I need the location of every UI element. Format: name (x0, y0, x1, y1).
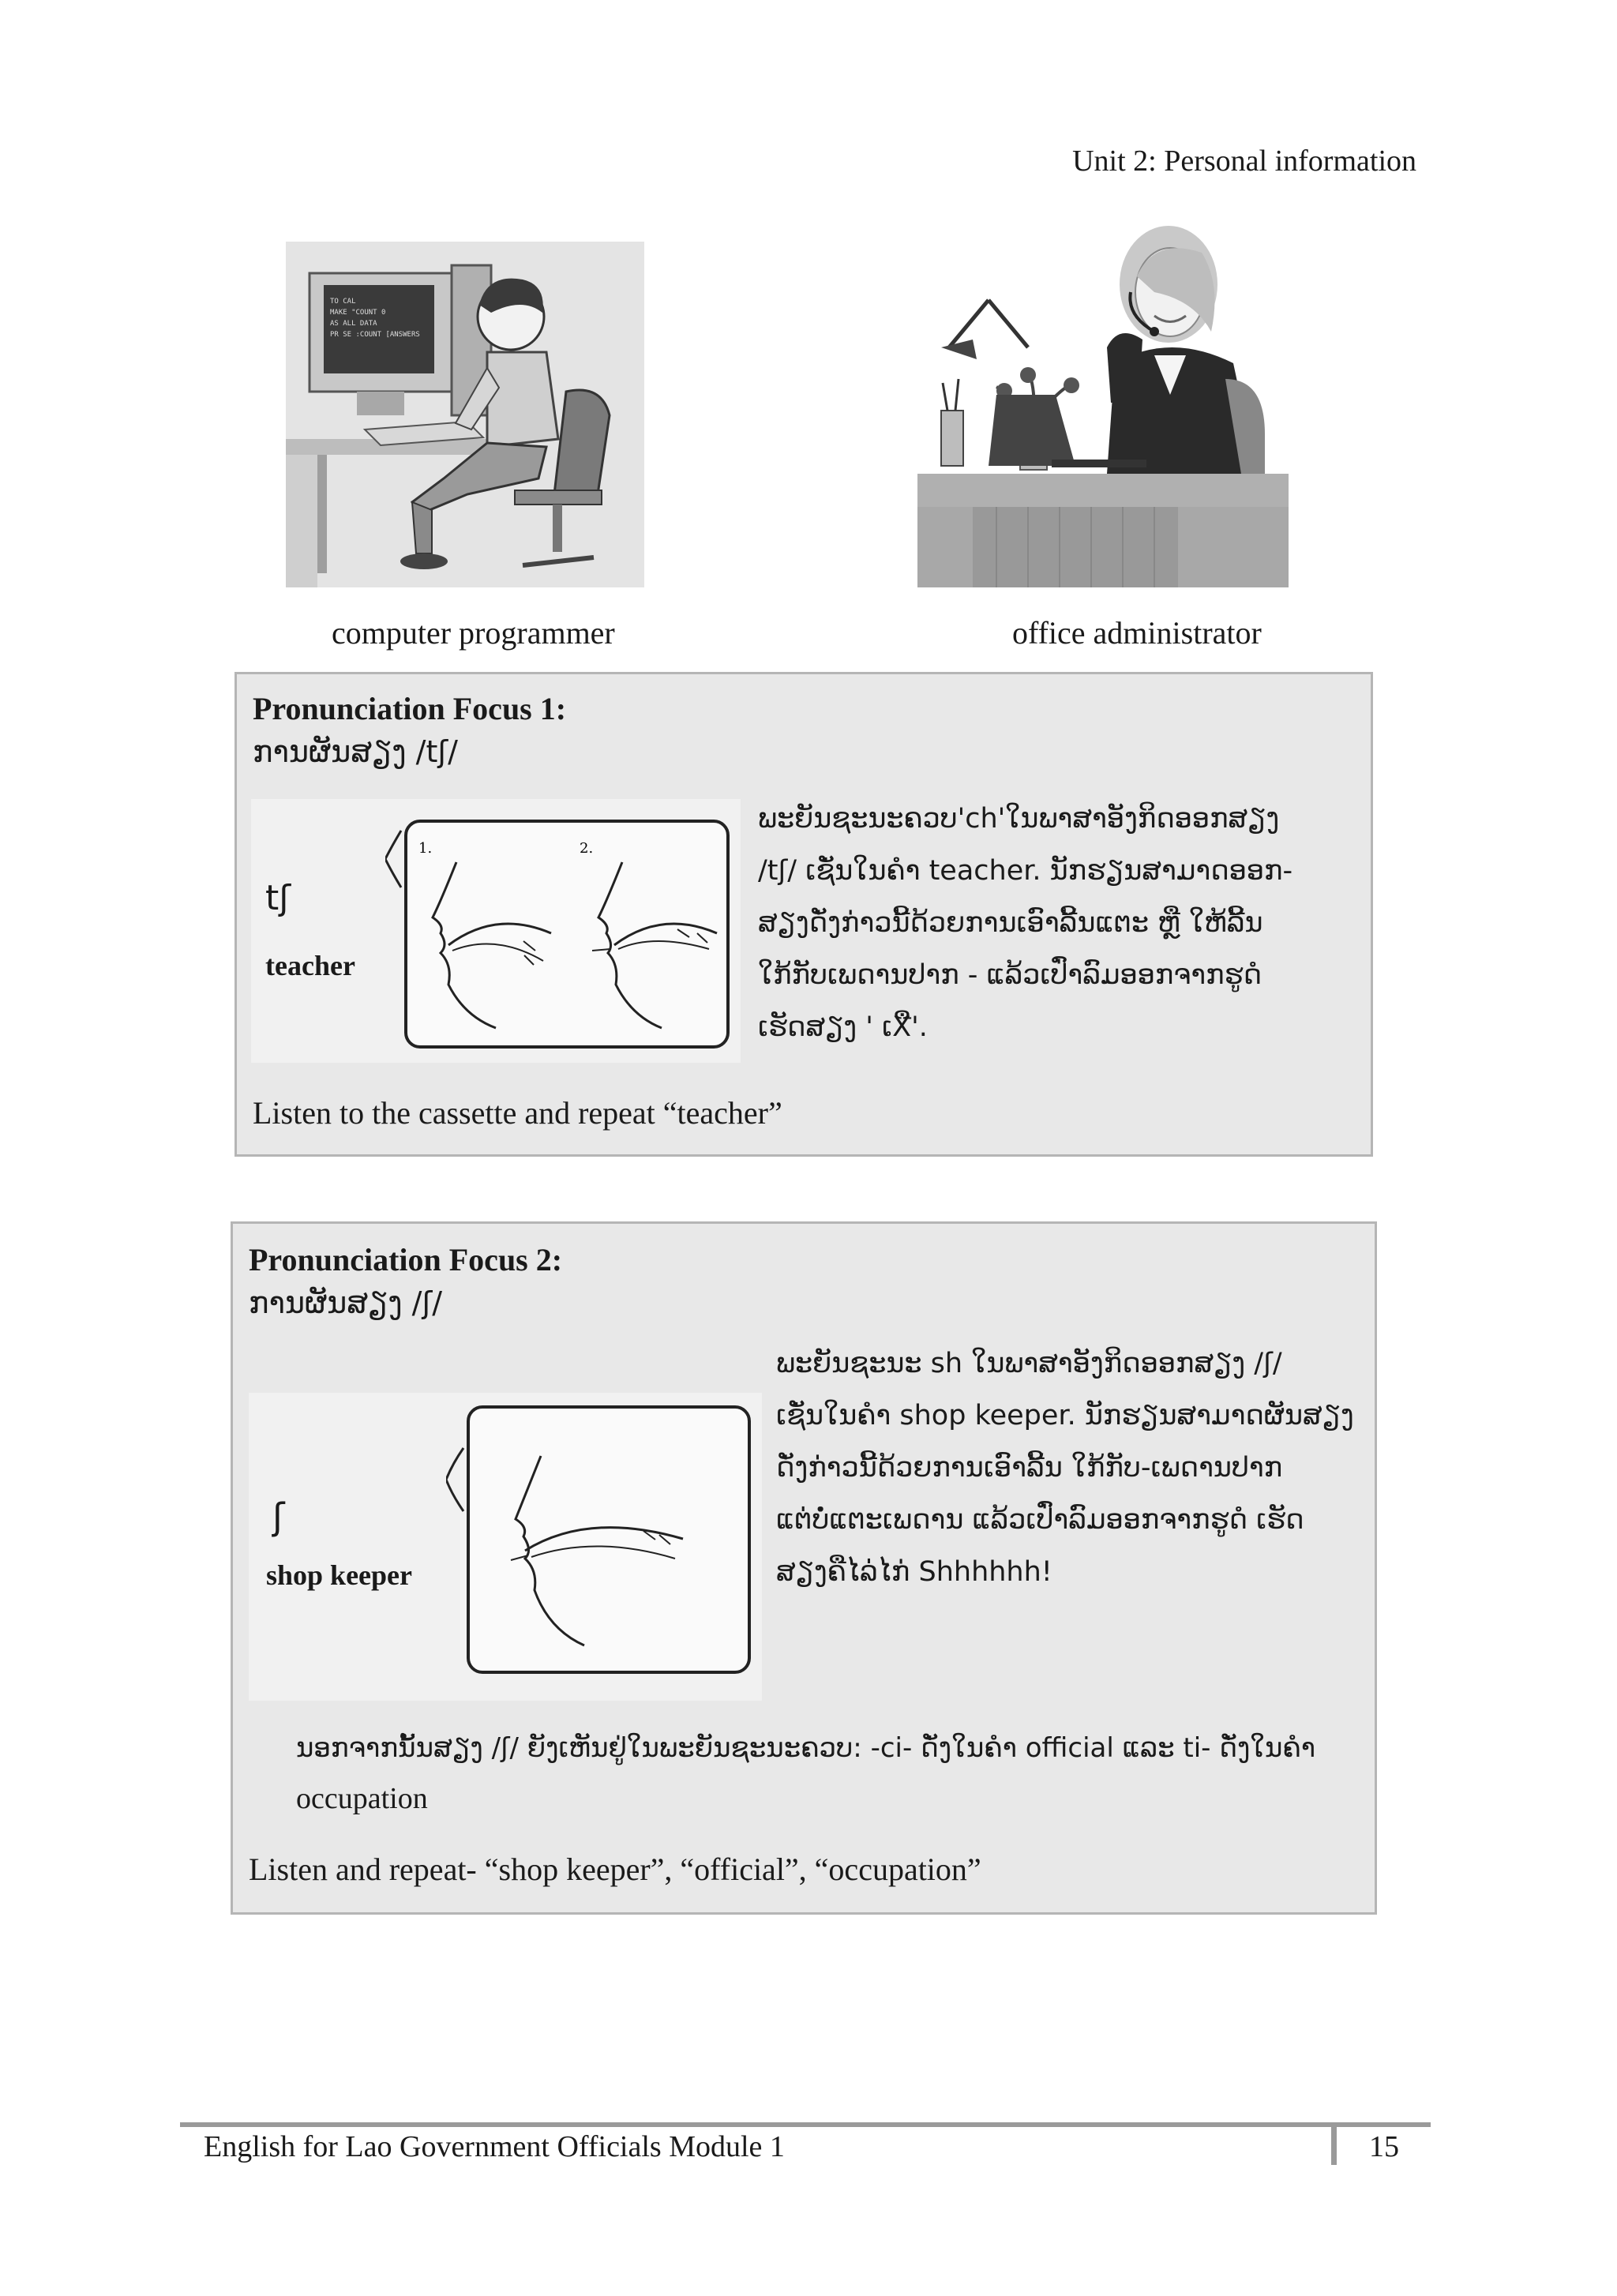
pronunciation-focus-2 (231, 1221, 1377, 1915)
focus2-line: ແຕ່ບໍ່ແຕະເພດານ ແລ້ວເປົ່າລົມອອກຈາກຮູດໍ ເຮັດ (776, 1504, 1304, 1536)
screen-line-3: AS ALL DATA (330, 320, 377, 328)
focus1-word: teacher (265, 950, 355, 981)
focus2-mouth-diagram (249, 1393, 762, 1701)
focus2-subtitle: ການຜັນສຽງ /ʃ/ (249, 1285, 443, 1320)
focus2-line: ດັ່ງກ່າວນີ້ດ້ວຍການເອົາລີ້ນ ໃກ້ກັບ-ເພດານປາກ (776, 1452, 1283, 1484)
focus2-note-line1: ນອກຈາກນັ້ນສຽງ /ʃ/ ຍັງເຫັນຢູ່ໃນພະຍັນຊະນະຄວບ: -ci- ດັ່ງໃນຄໍາ official ແລະ ti- ດັ່ງໃນຄໍາ (296, 1732, 1316, 1764)
footer-book-title: English for Lao Government Officials Module 1 (204, 2130, 785, 2163)
focus2-line: ພະຍັນຊະນະ sh ໃນພາສາອັງກິດອອກສຽງ /ʃ/ (776, 1348, 1282, 1379)
screen-line-2: MAKE "COUNT 0 (330, 309, 386, 317)
focus1-line: /tʃ/ ເຊັ່ນໃນຄໍາ teacher. ນັກຮຽນສາມາດອອກ- (758, 855, 1293, 887)
focus1-mouth-diagram (251, 799, 741, 1063)
office-administrator-illustration (917, 213, 1289, 587)
unit-title: Unit 2: Personal information (1072, 144, 1416, 178)
focus1-line: ສຽງດັ່ງກ່າວນີ້ດ້ວຍການເອົາລີ້ນແຕະ ຫຼື ໃຫ້ລີ້ນ (758, 907, 1263, 939)
focus2-line: ສຽງຄືໄລ່ໄກ່ Shhhhhh! (776, 1556, 1052, 1588)
focus2-title: Pronunciation Focus 2: (249, 1242, 563, 1277)
page-number: 15 (1369, 2130, 1399, 2163)
pronunciation-focus-1 (234, 672, 1373, 1157)
focus2-note (296, 1723, 1354, 1824)
focus1-line: ເຮັດສຽງ ' ເXື'. (758, 1011, 928, 1043)
footer-divider (1331, 2122, 1337, 2165)
focus2-explanation (776, 1337, 1360, 1598)
focus1-subtitle: ການຜັນສຽງ /tʃ/ (253, 734, 458, 769)
focus2-note-line2: occupation (296, 1782, 428, 1815)
caption-computer-programmer: computer programmer (332, 615, 615, 651)
focus1-title: Pronunciation Focus 1: (253, 691, 567, 726)
caption-office-administrator: office administrator (1012, 615, 1262, 651)
focus2-listen-instruction: Listen and repeat- “shop keeper”, “official”, “occupation” (249, 1851, 981, 1887)
footer-rule (180, 2122, 1431, 2127)
focus1-step1: 1. (418, 840, 433, 857)
focus1-listen-instruction: Listen to the cassette and repeat “teacher” (253, 1095, 782, 1131)
focus2-word: shop keeper (266, 1559, 413, 1591)
focus1-symbol: tʃ (265, 878, 291, 918)
focus2-symbol: ʃ (272, 1495, 285, 1538)
screen-line-4: PR SE :COUNT [ANSWERS (330, 331, 420, 339)
focus1-line: ໃກ້ກັບເພດານປາກ - ແລ້ວເປົ່າລົມອອກຈາກຮູດໍ (758, 959, 1262, 991)
focus1-explanation (758, 793, 1358, 1053)
screen-line-1: TO CAL (330, 298, 356, 306)
computer-programmer-illustration (286, 242, 644, 587)
focus2-line: ເຊັ່ນໃນຄໍາ shop keeper. ນັກຮຽນສາມາດຜັນສຽງ (776, 1400, 1354, 1431)
focus1-line: ພະຍັນຊະນະຄວບ'ch'ໃນພາສາອັງກິດອອກສຽງ (758, 803, 1280, 835)
focus1-step2: 2. (580, 840, 594, 857)
